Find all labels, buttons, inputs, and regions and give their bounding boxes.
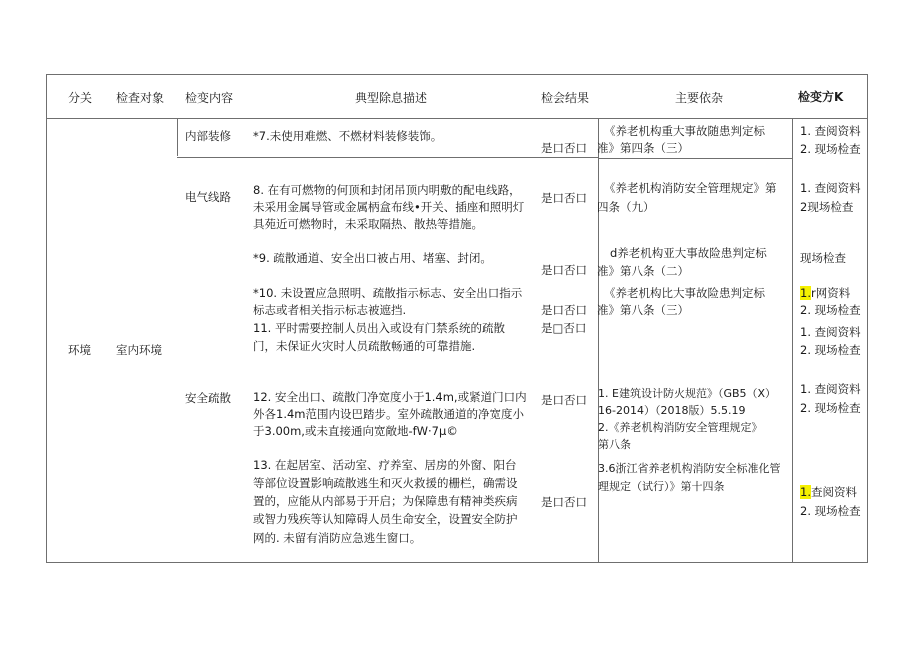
basis-line: 《养老机构消防安全管理规定》第 <box>604 181 777 195</box>
content-cell-evacuation: 安全疏散 <box>185 391 231 405</box>
header-result: 检会结果 <box>541 91 590 105</box>
method-line: 现场检查 <box>800 251 846 265</box>
description-line: 置的，应能从内部易于开启；为保障患有精神类疾病 <box>253 494 518 508</box>
result-checkbox[interactable]: 是口否口 <box>541 191 587 205</box>
basis-line: 16-2014）（2018版）5.5.19 <box>598 404 746 417</box>
basis-line: 3.6浙江省养老机构消防安全标准化管 <box>598 462 781 475</box>
header-category: 分关 <box>68 91 93 105</box>
basis-line: 准》第八条（二） <box>597 264 689 278</box>
object-cell: 室内环境 <box>116 343 162 357</box>
method-line: 1. 查阅资料 <box>800 181 861 195</box>
method-text: 查阅资料 <box>810 485 857 499</box>
result-checkbox[interactable]: 是口否口 <box>541 303 587 317</box>
basis-line: 四条（九） <box>597 200 655 214</box>
description-line: 11. 平时需要控制人员出入或设有门禁系统的疏散 <box>253 321 505 335</box>
column-divider <box>598 118 599 562</box>
header-method: 检变方K <box>798 90 844 104</box>
method-line: 2. 现场检查 <box>800 504 861 518</box>
category-cell: 环境 <box>68 343 91 357</box>
method-line: 2. 现场检查 <box>800 401 861 415</box>
description-line: 13. 在起居室、活动室、疗养室、居房的外窗、阳台 <box>253 458 517 472</box>
result-checkbox[interactable]: 是口否口 <box>541 263 587 277</box>
header-content: 检变内容 <box>185 91 234 105</box>
highlight-mark: 1. <box>800 286 811 300</box>
description-line: 等部位设置影响疏散逃生和灭火救援的栅栏，确需设 <box>253 476 518 490</box>
description-line: 8. 在有可燃物的何顶和封闭吊顶内明敷的配电线路， <box>253 183 521 197</box>
header-object: 检查对象 <box>116 91 165 105</box>
method-text: r网资料 <box>810 286 851 300</box>
description-line: 外各1.4m范围内设巴踏步。室外疏散通道的净宽度小 <box>253 407 524 421</box>
header-underline <box>46 118 868 119</box>
description-line: 门，未保证火灾时人员疏散畅通的可靠措施. <box>253 339 476 353</box>
method-line: 2. 现场检查 <box>800 343 861 357</box>
method-line: 2. 现场检查 <box>800 142 861 156</box>
description-line: *10. 未设置应急照明、疏散指示标志、安全出口指示 <box>253 286 523 300</box>
content-cell-wiring: 电气线路 <box>185 190 231 204</box>
method-line: 1. 查阅资料 <box>800 382 861 396</box>
description-line: *7.未使用难燃、不燃材料装修装饰。 <box>253 129 443 143</box>
description-line: 网的. 未留有消防应急逃生窗口。 <box>253 531 422 545</box>
content-cell-decoration: 内部装修 <box>185 129 231 143</box>
basis-line: 理规定（试行）》第十四条 <box>598 480 725 493</box>
method-line <box>800 285 850 301</box>
description-line: 未采用金属导管或金属柄盒布线•开关、插座和照明灯 <box>253 200 525 214</box>
description-line: 12. 安全出口、疏散门净宽度小于1.4m,或紧道门口内 <box>253 390 527 404</box>
description-line: 或智力残疾等认知障碍人员生命安全，设置安全防护 <box>253 512 518 526</box>
result-checkbox[interactable]: 是□否口 <box>541 321 587 335</box>
basis-line: 1. E建筑设计防火规范》（GB5（X） <box>598 387 777 400</box>
basis-line: 《养老机构重大事故随患判定标 <box>604 124 765 138</box>
header-basis: 主要依杂 <box>675 91 724 105</box>
header-description: 典型除息描述 <box>355 91 428 105</box>
highlight-mark: 1. <box>800 485 811 499</box>
method-line: 2. 现场检查 <box>800 303 861 317</box>
result-checkbox[interactable]: 是口否口 <box>541 141 587 155</box>
method-line: 1. 查阅资料 <box>800 325 861 339</box>
basis-line: 第八条 <box>598 438 631 451</box>
method-line: 1. 查阅资料 <box>800 124 861 138</box>
method-line <box>800 484 857 500</box>
description-line: 于3.00m,或未直接通向宽敞地-fW·7μ© <box>253 424 458 438</box>
description-line: *9. 疏散通道、安全出口被占用、堵塞、封闭。 <box>253 251 492 265</box>
result-checkbox[interactable]: 是口否口 <box>541 393 587 407</box>
column-divider <box>792 118 793 562</box>
column-divider <box>177 118 178 156</box>
row-divider <box>598 158 792 159</box>
basis-line: d养老机构亚大事故险患判定标 <box>610 246 767 260</box>
basis-line: 《养老机构比大事故险患判定标 <box>604 286 765 300</box>
basis-line: 准》第四条（三） <box>597 141 689 155</box>
description-line: 具苑近可燃物时，未采取隔热、散热等措施。 <box>253 217 483 231</box>
basis-line: 2.《养老机构消防安全管理规定》 <box>598 421 763 434</box>
basis-line: 准》第八条（三） <box>597 303 689 317</box>
method-line: 2现场检查 <box>800 200 854 214</box>
row-divider <box>177 157 598 158</box>
description-line: 标志或者相关指示标志被遮挡. <box>253 303 407 317</box>
result-checkbox[interactable]: 是口否口 <box>541 495 587 509</box>
